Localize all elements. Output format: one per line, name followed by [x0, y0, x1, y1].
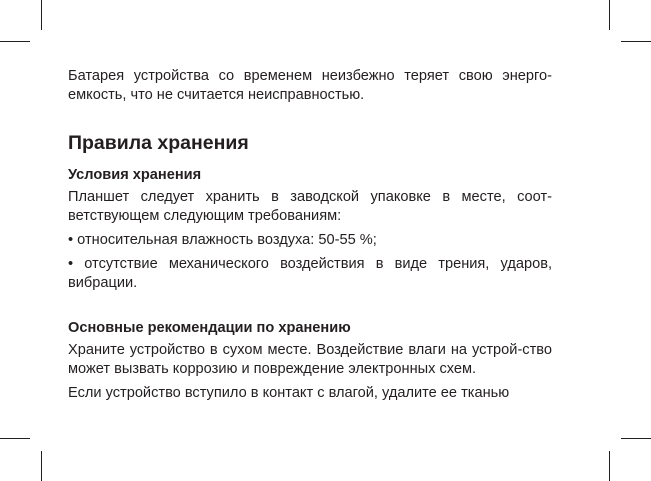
- crop-mark-bottom-right-vertical: [609, 451, 610, 481]
- crop-mark-top-left-horizontal: [0, 41, 30, 42]
- intro-paragraph: Батарея устройства со временем неизбежно теряет свою энерго-емкость, что не считается неисправностью.: [68, 68, 552, 103]
- crop-mark-bottom-left-vertical: [41, 451, 42, 481]
- crop-mark-top-right-vertical: [609, 0, 610, 30]
- crop-mark-top-right-horizontal: [621, 41, 651, 42]
- recommendations-title: Основные рекомендации по хранению: [68, 320, 351, 336]
- section-title: Правила хранения: [68, 132, 249, 154]
- recommendations-paragraph-1: Храните устройство в сухом месте. Воздействие влаги на устрой-ство может вызвать коррозию и повреждение электронных схем.: [68, 342, 552, 377]
- crop-mark-bottom-left-horizontal: [0, 438, 30, 439]
- recommendations-paragraph-2: Если устройство вступило в контакт с влагой, удалите ее тканью: [68, 385, 510, 401]
- crop-mark-top-left-vertical: [41, 0, 42, 30]
- crop-mark-bottom-right-horizontal: [621, 438, 651, 439]
- storage-conditions-title: Условия хранения: [68, 167, 202, 183]
- storage-bullet-mechanical: • отсутствие механического воздействия в виде трения, ударов, вибрации.: [68, 256, 552, 291]
- storage-conditions-text: Планшет следует хранить в заводской упаковке в месте, соот-ветствующем следующим требованиям:: [68, 189, 552, 224]
- storage-bullet-humidity: • относительная влажность воздуха: 50-55 %;: [68, 232, 377, 248]
- page-content: [68, 67, 552, 403]
